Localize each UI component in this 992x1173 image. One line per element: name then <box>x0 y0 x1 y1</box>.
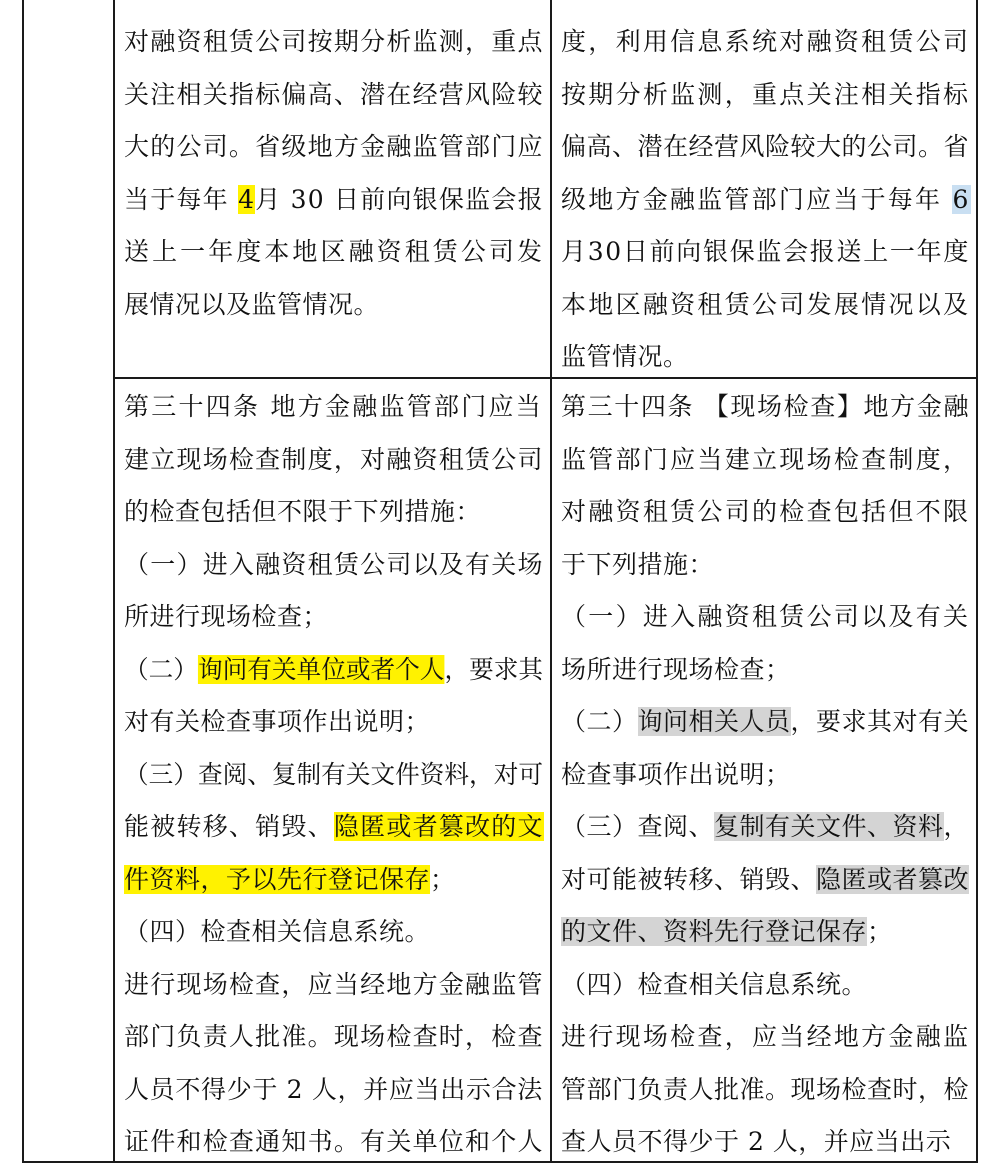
row1-left-line <box>124 285 379 325</box>
row1-right-line <box>561 75 970 115</box>
row1-left-line <box>124 232 545 272</box>
row2-right-line <box>561 597 970 637</box>
highlighted-text: 的文件、资料先行登记保存 <box>561 917 868 946</box>
row-divider <box>113 377 978 379</box>
text-run: 管部门负责人批准。现场检查时，检 <box>561 1074 970 1104</box>
row2-right-line <box>561 650 791 690</box>
highlighted-text: 4 <box>238 184 256 214</box>
text-run: （四）检查相关信息系统。 <box>561 969 868 999</box>
text-run: 进行现场检查，应当经地方金融监 <box>561 1022 971 1051</box>
text-run: （一）进入融资租赁公司以及有关场 <box>124 549 544 579</box>
row2-right-line <box>561 755 791 795</box>
row1-right-line <box>561 285 970 325</box>
row2-left-line <box>124 912 430 952</box>
text-run: 人员不得少于 2 人，并应当出示合法 <box>124 1074 543 1104</box>
row2-left-line <box>124 702 430 742</box>
text-run: 所进行现场检查； <box>124 602 329 631</box>
row2-left-line <box>124 965 544 1005</box>
text-run: ，要求其对有关 <box>790 707 970 736</box>
text-run: 第三十四条 【现场检查】地方金融 <box>561 392 971 421</box>
text-run: 当于每年 <box>124 184 239 214</box>
row2-left-line <box>124 860 456 900</box>
text-run: （三）查阅、复制有关文件资料，对可 <box>124 759 544 789</box>
text-run: 偏高、潜在经营风险较大的公司。省 <box>561 132 970 161</box>
text-run: 场所进行现场检查； <box>561 654 791 684</box>
text-run: 监管情况。 <box>561 342 689 371</box>
row1-left-line <box>124 127 544 167</box>
row2-right-line <box>561 965 867 1005</box>
row2-left-line <box>124 387 543 427</box>
row2-left-line <box>124 807 544 847</box>
row1-left-line <box>124 75 544 115</box>
text-run: 对有关检查事项作出说明； <box>124 707 431 736</box>
row1-right-line <box>561 22 970 62</box>
highlighted-text: 6 <box>952 184 971 214</box>
text-run: 级地方金融监管部门应当于每年 <box>561 184 953 214</box>
row1-right-line <box>561 127 969 167</box>
row2-right-line <box>561 545 714 585</box>
text-run: 月 30 日前向银保监会报 <box>255 184 544 214</box>
text-run: 检查事项作出说明； <box>561 759 791 789</box>
highlighted-text: 询问有关单位或者个人 <box>197 654 445 684</box>
row2-right-line <box>561 807 969 847</box>
row2-right-line <box>561 387 970 427</box>
highlighted-text: 询问相关人员 <box>637 707 791 736</box>
text-run: （一）进入融资租赁公司以及有关 <box>561 602 971 631</box>
text-run: 对可能被转移、销毁、 <box>561 864 817 894</box>
row2-left-line <box>124 650 543 690</box>
row2-right-line <box>561 1070 969 1110</box>
row2-left-line <box>124 545 544 585</box>
row2-left-line <box>124 492 481 532</box>
text-run: 的检查包括但不限于下列措施： <box>124 497 482 526</box>
text-run: 查人员不得少于 2 人，并应当出示 <box>561 1127 952 1156</box>
row1-left-line <box>124 180 544 220</box>
text-run: 监管部门应当建立现场检查制度， <box>561 444 971 474</box>
row2-right-line <box>561 702 969 742</box>
row2-right-line <box>561 1122 951 1162</box>
highlighted-text: 件资料，予以先行登记保存 <box>124 864 431 894</box>
text-run: （三）查阅、 <box>561 812 715 841</box>
text-run: 能被转移、销毁、 <box>124 812 334 841</box>
text-run: 送上一年度本地区融资租赁公司发 <box>124 237 546 266</box>
table-border-col2 <box>550 0 552 1163</box>
row1-right-line <box>561 232 970 272</box>
row2-right-line <box>561 1017 970 1057</box>
row2-right-line <box>561 440 970 480</box>
highlighted-text: 隐匿或者篡改的文 <box>333 812 544 841</box>
text-run: ， <box>943 812 970 841</box>
text-run: ； <box>867 917 893 946</box>
text-run: 证件和检查通知书。有关单位和个人 <box>124 1127 544 1156</box>
text-run: 第三十四条 地方金融监管部门应当 <box>124 392 543 421</box>
row2-left-line <box>124 597 328 637</box>
row1-right-line <box>561 337 689 377</box>
highlighted-text: 复制有关文件、资料 <box>714 812 944 841</box>
text-run: 关注相关指标偏高、潜在经营风险较 <box>124 79 544 109</box>
row2-left-line <box>124 1017 544 1057</box>
row2-right-line <box>561 492 970 532</box>
text-run: 展情况以及监管情况。 <box>124 289 380 319</box>
row1-left-line <box>124 22 544 62</box>
row1-right-line <box>561 180 971 220</box>
text-run: （二） <box>561 707 638 736</box>
text-run: （二） <box>124 654 198 684</box>
text-run: 对融资租赁公司的检查包括但不限 <box>561 497 971 526</box>
table-border-left <box>22 0 24 1163</box>
row2-left-line <box>124 1070 543 1110</box>
row2-right-line <box>561 912 893 952</box>
text-run: 大的公司。省级地方金融监管部门应 <box>124 132 544 161</box>
text-run: （四）检查相关信息系统。 <box>124 917 431 946</box>
text-run: 度，利用信息系统对融资租赁公司 <box>561 27 971 56</box>
table-border-right <box>976 0 978 1163</box>
text-run: 于下列措施： <box>561 549 715 579</box>
text-run: 进行现场检查，应当经地方金融监管 <box>124 969 544 999</box>
text-run: 建立现场检查制度，对融资租赁公司 <box>124 444 544 474</box>
text-run: ，要求其 <box>444 654 544 684</box>
highlighted-text: 隐匿或者篡改 <box>816 864 970 894</box>
text-run: 对融资租赁公司按期分析监测，重点 <box>124 27 544 56</box>
text-run: 本地区融资租赁公司发展情况以及 <box>561 289 971 319</box>
row2-right-line <box>561 860 969 900</box>
row2-left-line <box>124 440 544 480</box>
text-run: 部门负责人批准。现场检查时，检查 <box>124 1022 544 1051</box>
row2-left-line <box>124 1122 544 1162</box>
row2-left-line <box>124 755 543 795</box>
text-run: ； <box>430 864 456 894</box>
text-run: 月30日前向银保监会报送上一年度 <box>561 237 971 266</box>
table-border-col1 <box>113 0 115 1163</box>
text-run: 按期分析监测，重点关注相关指标 <box>561 79 971 109</box>
